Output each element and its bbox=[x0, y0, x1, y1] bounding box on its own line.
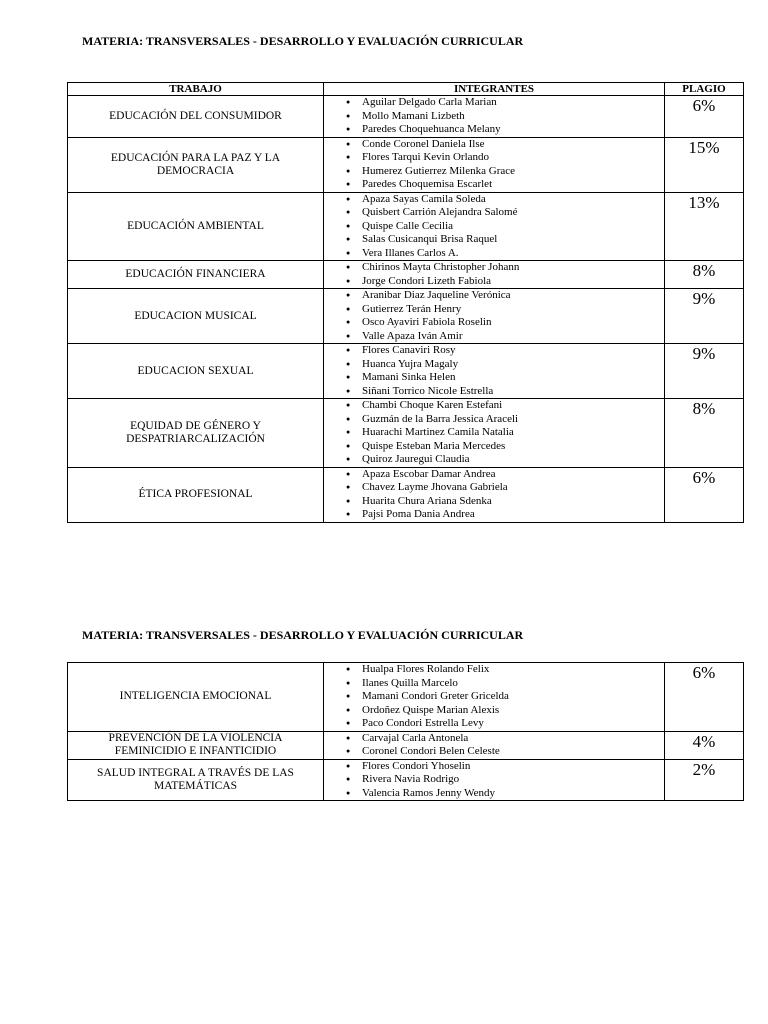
cell-plagio: 9% bbox=[665, 289, 744, 344]
document-title: MATERIA: TRANSVERSALES - DESARROLLO Y EVALUACIÓN CURRICULAR bbox=[82, 34, 524, 48]
cell-trabajo: EDUCACIÓN FINANCIERA bbox=[68, 261, 324, 289]
list-item: ● Ordoñez Quispe Marian Alexis bbox=[346, 704, 664, 718]
list-item: ● Aguilar Delgado Carla Marian bbox=[346, 96, 664, 110]
table-row bbox=[68, 96, 744, 138]
list-item: ● Huanca Yujra Magaly bbox=[346, 358, 664, 372]
cell-plagio: 6% bbox=[665, 96, 744, 138]
list-item: ● Apaza Escobar Damar Andrea bbox=[346, 468, 664, 482]
list-item: ● Quispe Esteban Maria Mercedes bbox=[346, 440, 664, 454]
list-item: ● Siñani Torrico Nicole Estrella bbox=[346, 385, 664, 399]
cell-trabajo: EQUIDAD DE GÉNERO Y DESPATRIARCALIZACIÓN bbox=[68, 399, 324, 468]
cell-plagio: 13% bbox=[665, 192, 744, 261]
cell-plagio: 8% bbox=[665, 261, 744, 289]
cell-plagio: 6% bbox=[665, 663, 744, 732]
cell-plagio: 2% bbox=[665, 759, 744, 801]
member-list bbox=[324, 760, 664, 801]
cell-plagio: 9% bbox=[665, 344, 744, 399]
cell-trabajo: INTELIGENCIA EMOCIONAL bbox=[68, 663, 324, 732]
cell-integrantes bbox=[324, 261, 665, 289]
cell-plagio: 6% bbox=[665, 467, 744, 522]
member-list bbox=[324, 399, 664, 467]
member-list bbox=[324, 289, 664, 343]
table-row bbox=[68, 137, 744, 192]
cell-integrantes bbox=[324, 663, 665, 732]
table-body bbox=[68, 96, 744, 523]
list-item: ● Valencia Ramos Jenny Wendy bbox=[346, 787, 664, 801]
list-item: ● Aranibar Diaz Jaqueline Verónica bbox=[346, 289, 664, 303]
table-row bbox=[68, 261, 744, 289]
header-plagio: PLAGIO bbox=[665, 83, 744, 96]
list-item: ● Quispe Calle Cecilia bbox=[346, 220, 664, 234]
cell-trabajo: SALUD INTEGRAL A TRAVÉS DE LAS MATEMÁTICAS bbox=[68, 759, 324, 801]
list-item: ● Chavez Layme Jhovana Gabriela bbox=[346, 481, 664, 495]
list-item: ● Huarita Chura Ariana Sdenka bbox=[346, 495, 664, 509]
list-item: ● Gutierrez Terán Henry bbox=[346, 303, 664, 317]
list-item: ● Jorge Condori Lizeth Fabiola bbox=[346, 275, 664, 289]
list-item: ● Apaza Sayas Camila Soleda bbox=[346, 193, 664, 207]
table-row bbox=[68, 663, 744, 732]
cell-trabajo: ÉTICA PROFESIONAL bbox=[68, 467, 324, 522]
member-list bbox=[324, 96, 664, 137]
list-item: ● Ilanes Quilla Marcelo bbox=[346, 677, 664, 691]
cell-trabajo: PREVENCIÓN DE LA VIOLENCIA FEMINICIDIO E INFANTICIDIO bbox=[68, 731, 324, 759]
table-row bbox=[68, 399, 744, 468]
list-item: ● Salas Cusicanqui Brisa Raquel bbox=[346, 233, 664, 247]
member-list bbox=[324, 344, 664, 398]
cell-trabajo: EDUCACIÓN DEL CONSUMIDOR bbox=[68, 96, 324, 138]
list-item: ● Osco Ayaviri Fabiola Roselin bbox=[346, 316, 664, 330]
cell-integrantes bbox=[324, 399, 665, 468]
list-item: ● Paredes Choquehuanca Melany bbox=[346, 123, 664, 137]
list-item: ● Chirinos Mayta Christopher Johann bbox=[346, 261, 664, 275]
document-title: MATERIA: TRANSVERSALES - DESARROLLO Y EVALUACIÓN CURRICULAR bbox=[82, 628, 524, 642]
list-item: ● Valle Apaza Iván Amir bbox=[346, 330, 664, 344]
list-item: ● Flores Condori Yhoselin bbox=[346, 760, 664, 774]
header-trabajo: TRABAJO bbox=[68, 83, 324, 96]
cell-integrantes bbox=[324, 759, 665, 801]
list-item: ● Paredes Choquemisa Escarlet bbox=[346, 178, 664, 192]
cell-integrantes bbox=[324, 96, 665, 138]
list-item: ● Mamani Condori Greter Gricelda bbox=[346, 690, 664, 704]
table-body bbox=[68, 663, 744, 801]
list-item: ● Guzmán de la Barra Jessica Araceli bbox=[346, 413, 664, 427]
table-row bbox=[68, 192, 744, 261]
list-item: ● Flores Tarqui Kevin Orlando bbox=[346, 151, 664, 165]
cell-integrantes bbox=[324, 467, 665, 522]
list-item: ● Huarachi Martinez Camila Natalia bbox=[346, 426, 664, 440]
cell-integrantes bbox=[324, 137, 665, 192]
list-item: ● Flores Canaviri Rosy bbox=[346, 344, 664, 358]
cell-integrantes bbox=[324, 192, 665, 261]
list-item: ● Carvajal Carla Antonela bbox=[346, 732, 664, 746]
list-item: ● Conde Coronel Daniela Ilse bbox=[346, 138, 664, 152]
member-list bbox=[324, 138, 664, 192]
cell-plagio: 15% bbox=[665, 137, 744, 192]
table-row bbox=[68, 467, 744, 522]
cell-trabajo: EDUCACIÓN AMBIENTAL bbox=[68, 192, 324, 261]
cell-trabajo: EDUCACION SEXUAL bbox=[68, 344, 324, 399]
cell-trabajo: EDUCACIÓN PARA LA PAZ Y LA DEMOCRACIA bbox=[68, 137, 324, 192]
cell-integrantes bbox=[324, 344, 665, 399]
member-list bbox=[324, 732, 664, 759]
list-item: ● Vera Illanes Carlos A. bbox=[346, 247, 664, 261]
table-header-row bbox=[68, 83, 744, 96]
member-list bbox=[324, 261, 664, 288]
cell-integrantes bbox=[324, 289, 665, 344]
member-list bbox=[324, 193, 664, 261]
cell-integrantes bbox=[324, 731, 665, 759]
header-integrantes: INTEGRANTES bbox=[324, 83, 665, 96]
list-item: ● Paco Condori Estrella Levy bbox=[346, 717, 664, 731]
list-item: ● Hualpa Flores Rolando Felix bbox=[346, 663, 664, 677]
plagiarism-table-2 bbox=[67, 662, 744, 801]
member-list bbox=[324, 468, 664, 522]
table-row bbox=[68, 289, 744, 344]
cell-trabajo: EDUCACION MUSICAL bbox=[68, 289, 324, 344]
list-item: ● Coronel Condori Belen Celeste bbox=[346, 745, 664, 759]
table-row bbox=[68, 731, 744, 759]
cell-plagio: 4% bbox=[665, 731, 744, 759]
table-row bbox=[68, 759, 744, 801]
member-list bbox=[324, 663, 664, 731]
list-item: ● Pajsi Poma Dania Andrea bbox=[346, 508, 664, 522]
plagiarism-table-1 bbox=[67, 82, 744, 523]
list-item: ● Chambi Choque Karen Estefani bbox=[346, 399, 664, 413]
list-item: ● Quisbert Carrión Alejandra Salomé bbox=[346, 206, 664, 220]
list-item: ● Humerez Gutierrez Milenka Grace bbox=[346, 165, 664, 179]
list-item: ● Rivera Navia Rodrigo bbox=[346, 773, 664, 787]
cell-plagio: 8% bbox=[665, 399, 744, 468]
table-row bbox=[68, 344, 744, 399]
list-item: ● Mollo Mamani Lizbeth bbox=[346, 110, 664, 124]
list-item: ● Quiroz Jauregui Claudia bbox=[346, 453, 664, 467]
list-item: ● Mamani Sinka Helen bbox=[346, 371, 664, 385]
